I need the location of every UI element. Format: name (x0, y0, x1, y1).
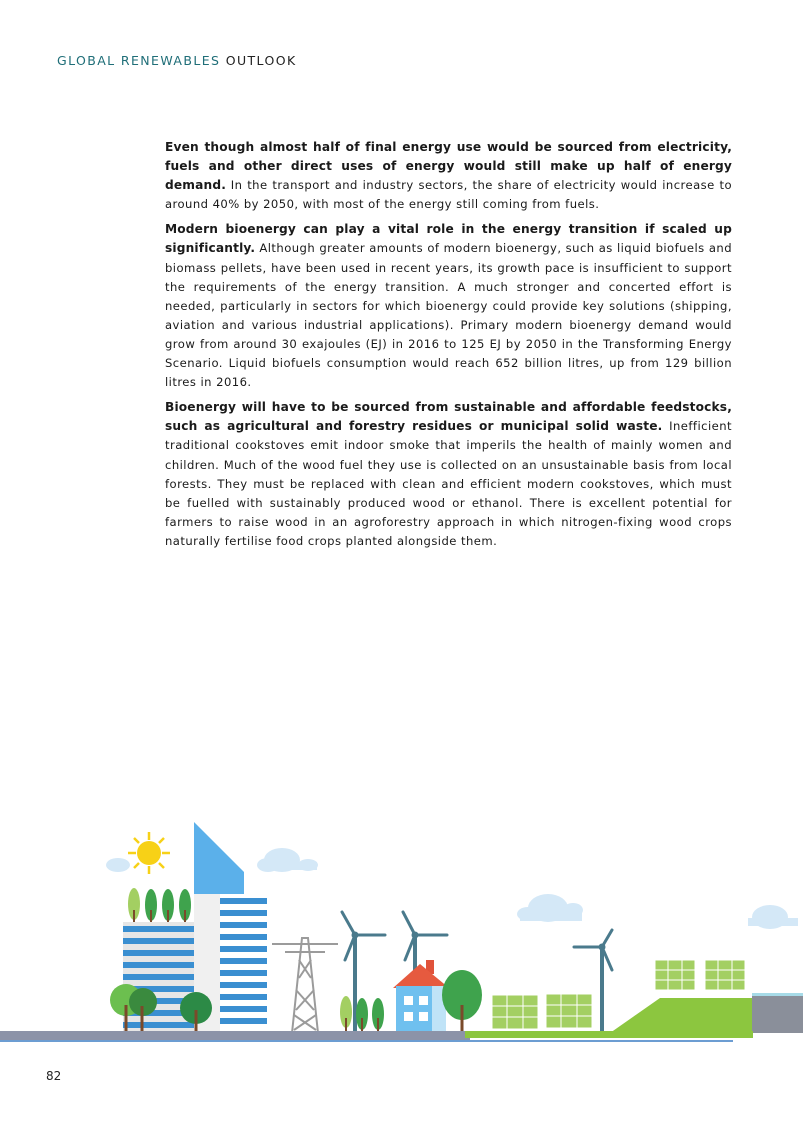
sun-icon (128, 832, 170, 874)
solar-panel-icon (655, 960, 695, 990)
solar-panel-icon (492, 995, 538, 1029)
renewable-city-illustration (0, 810, 803, 1050)
running-header (57, 53, 297, 68)
solar-panel-icon (705, 960, 745, 990)
rooftop-trees (128, 888, 191, 922)
cloud-icon (517, 894, 583, 922)
body-text (165, 138, 732, 557)
paragraph (165, 138, 732, 214)
paragraph-lead: Bioenergy will have to be sourced from sustainable and affordable feedstocks, such as agricultural and forestry residues or municipal solid waste. (165, 400, 732, 434)
paragraph (165, 220, 732, 392)
ground-green (465, 1031, 753, 1038)
paragraph-body: In the transport and industry sectors, the share of electricity would increase to around 40% by 2050, with most of the energy still coming from fuels. (165, 178, 732, 212)
header-title-rest: OUTLOOK (225, 53, 297, 68)
paragraph (165, 398, 732, 551)
cloud-icon (257, 848, 318, 872)
cloud-icon (106, 858, 130, 872)
storage-tank-icon (752, 993, 803, 1033)
paragraph-body: Although greater amounts of modern bioenergy, such as liquid biofuels and biomass pellets, have been used in recent years, its growth pace is insufficient to support the requirements of the energy transition. A much stronger and concerted effort is needed, particularly in sectors for which bioenergy could provide key solutions (shipping, aviation and various industrial applications). Primary modern bioenergy demand would grow from around 30 exajoules (EJ) in 2016 to 125 EJ by 2050 in the Transforming Energy Scenario. Liquid biofuels consumption would reach 652 billion litres, up from 129 billion litres in 2016. (165, 241, 732, 390)
house-icon (393, 960, 449, 1040)
paragraph-lead: Modern bioenergy can play a vital role in the energy transition if scaled up significantly. (165, 222, 732, 256)
cloud-icon (748, 905, 798, 929)
page-number: 82 (46, 1069, 62, 1083)
paragraph-lead: Even though almost half of final energy use would be sourced from electricity, fuels and other direct uses of energy would still make up half of energy demand. (165, 140, 732, 193)
tree-icon (442, 970, 482, 1038)
ground (0, 1031, 470, 1040)
tree-icon (340, 996, 384, 1033)
paragraph-body: Inefficient traditional cookstoves emit indoor smoke that imperils the health of mainly women and children. Much of the wood fuel they use is collected on an unsustainable basis from local forests. They must be replaced with clean and efficient modern cookstoves, which must be fuelled with sustainably produced wood or ethanol. There is excellent potential for farmers to raise wood in an agroforestry approach in which nitrogen-fixing wood crops naturally fertilise food crops planted alongside them. (165, 419, 732, 548)
power-pylon-icon (272, 938, 338, 1033)
header-title-highlight: GLOBAL RENEWABLES (57, 53, 221, 68)
solar-panel-icon (546, 994, 592, 1028)
